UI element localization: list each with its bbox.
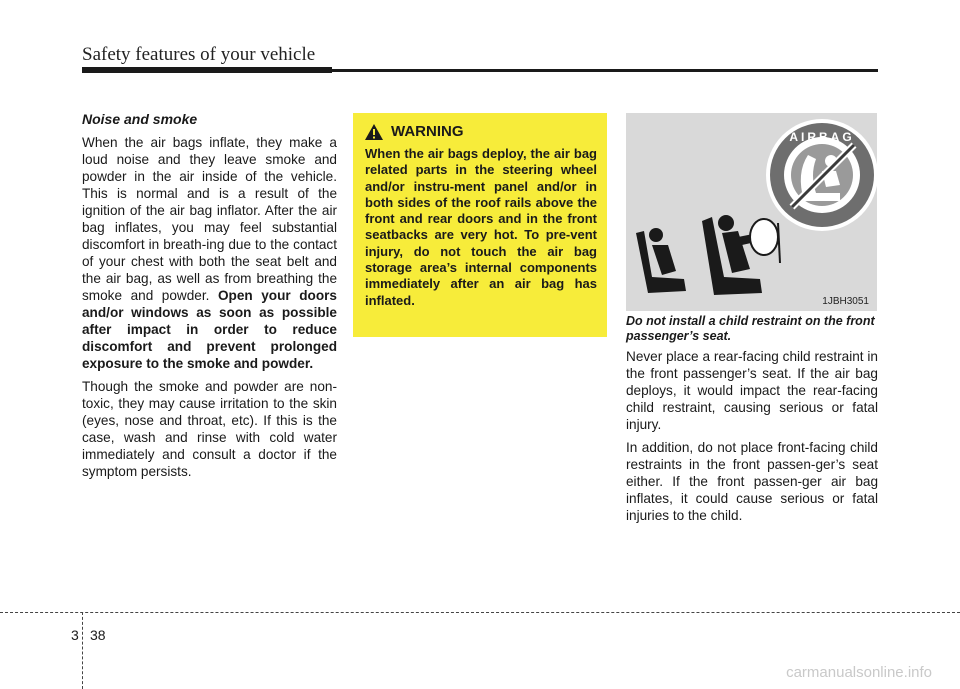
warning-box xyxy=(353,113,607,337)
page-header-title: Safety features of your vehicle xyxy=(82,44,316,65)
figure-code: 1JBH3051 xyxy=(822,296,869,307)
paragraph-front-facing: In addition, do not place front-facing child restraints in the front passen-ger’s seat either. If the front passen-ger air bag inflates, it could cause serious or fatal injuries to the child. xyxy=(626,440,878,523)
warning-title: WARNING xyxy=(391,123,464,140)
prohibition-sign-icon xyxy=(766,119,877,231)
left-column xyxy=(82,111,337,486)
figure-caption: Do not install a child restraint on the front passenger’s seat. xyxy=(626,314,875,343)
warning-text: When the air bags deploy, the air bag related parts in the steering wheel and/or instru-ment panel and/or in both sides of the roof rails above the front and rear doors and in the front seatbacks are very hot. To pre-vent injury, do not touch the air bag storage area’s internal components immediately after an air bag has inflated. xyxy=(365,146,597,308)
child-seat-illustration xyxy=(626,113,877,311)
child-seat-figure xyxy=(626,113,877,311)
footer-divider xyxy=(82,612,83,689)
airbag-deploy-icon xyxy=(750,219,780,263)
paragraph-noise xyxy=(82,134,337,372)
footer-rule xyxy=(0,612,960,613)
paragraph-smoke: Though the smoke and powder are non-toxic, they may cause irritation to the skin (eyes, nose and throat, etc). If this is the case, wash and rinse with cold water immediately and consult a doctor if the symptom persists. xyxy=(82,379,337,479)
warning-triangle-icon xyxy=(365,124,383,140)
airbag-sign-text: AIRBAG xyxy=(789,130,855,144)
rear-seat-icon xyxy=(636,228,686,293)
paragraph-noise-bold: Open your doors and/or windows as soon as possible after impact in order to reduce discomfort and prevent prolonged exposure to the smoke and powder. xyxy=(82,288,337,371)
paragraph-noise-text: When the air bags inflate, they make a loud noise and they leave smoke and powder in the air inside of the vehicle. This is normal and is a result of the ignition of the air bag inflator. After the air bag inflates, you may feel substantial discomfort in breath-ing due to the contact of your chest with both the seat belt and the air bag, as well as from breathing the smoke and powder. xyxy=(82,135,337,303)
warning-header xyxy=(365,123,597,140)
watermark: carmanualsonline.info xyxy=(786,664,932,681)
page-number: 38 xyxy=(90,627,106,643)
right-column xyxy=(626,348,878,530)
header-rule-accent xyxy=(82,67,332,73)
section-subheading: Noise and smoke xyxy=(82,111,198,127)
chapter-number: 3 xyxy=(71,627,79,643)
paragraph-rear-facing: Never place a rear-facing child restraint in the front passenger’s seat. If the air bag deploys, it would impact the rear-facing child restraint, causing serious or fatal injury. xyxy=(626,349,878,432)
